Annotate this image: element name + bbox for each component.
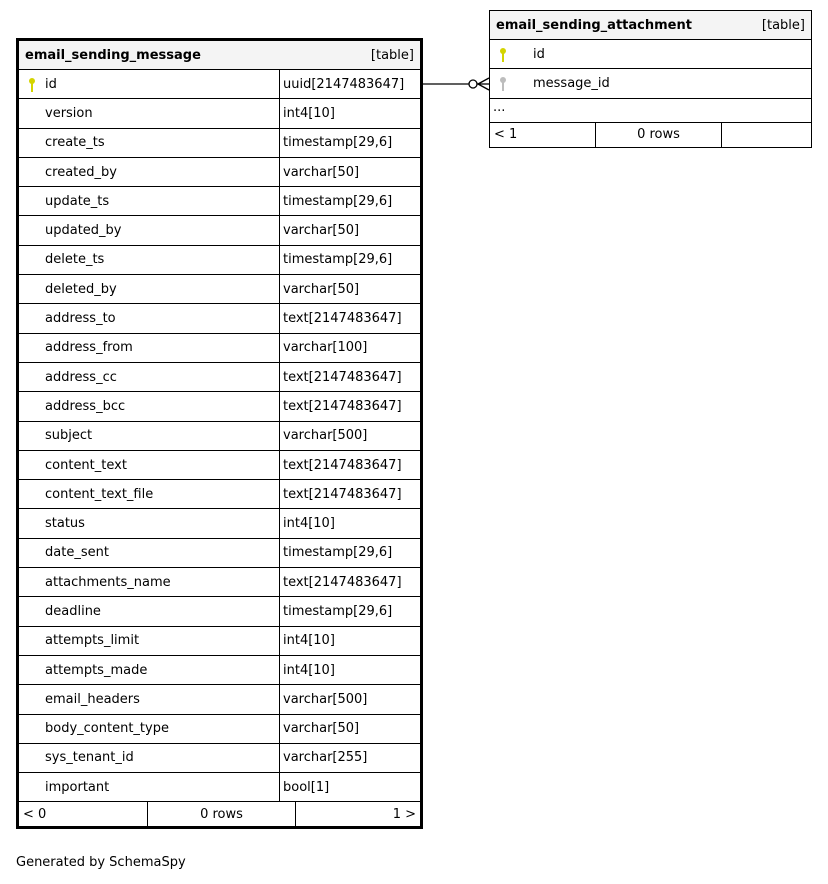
column-row[interactable] — [490, 69, 811, 98]
column-row[interactable] — [19, 509, 420, 538]
column-name: updated_by — [45, 223, 122, 239]
column-name-cell — [19, 334, 280, 362]
generated-by-label: Generated by SchemaSpy — [16, 855, 186, 870]
column-name-cell — [19, 158, 280, 186]
column-name: created_by — [45, 164, 117, 180]
column-row[interactable] — [19, 99, 420, 128]
column-type: timestamp[29,6] — [283, 252, 393, 268]
column-type: varchar[100] — [283, 340, 368, 356]
table-email-sending-message[interactable] — [16, 38, 423, 829]
column-name: important — [45, 779, 110, 795]
column-row[interactable] — [19, 597, 420, 626]
column-row[interactable] — [19, 715, 420, 744]
column-row[interactable] — [19, 216, 420, 245]
column-name: create_ts — [45, 135, 105, 151]
column-name-cell — [490, 69, 811, 97]
table-name: email_sending_message — [25, 47, 201, 63]
column-name-cell — [19, 187, 280, 215]
column-type: varchar[255] — [283, 750, 368, 766]
column-name-cell — [19, 99, 280, 127]
column-name-cell — [19, 275, 280, 303]
column-row[interactable] — [19, 392, 420, 421]
column-type: varchar[50] — [283, 164, 360, 180]
column-type: int4[10] — [283, 633, 335, 649]
column-name-cell — [19, 216, 280, 244]
column-name: subject — [45, 428, 93, 444]
column-name-cell — [19, 480, 280, 508]
column-type: varchar[500] — [283, 428, 368, 444]
column-type: text[2147483647] — [283, 486, 402, 502]
column-row[interactable] — [490, 40, 811, 69]
column-name-cell — [19, 129, 280, 157]
column-row[interactable] — [19, 70, 420, 99]
column-type: int4[10] — [283, 662, 335, 678]
column-row[interactable] — [19, 480, 420, 509]
column-name: email_headers — [45, 691, 140, 707]
table-email-sending-attachment[interactable] — [489, 10, 812, 148]
children-count: 1 > — [392, 806, 416, 822]
column-name-cell — [19, 422, 280, 450]
table-footer — [19, 802, 420, 826]
column-type: varchar[500] — [283, 691, 368, 707]
table-header — [19, 41, 420, 70]
column-type: timestamp[29,6] — [283, 545, 393, 561]
column-type: varchar[50] — [283, 721, 360, 737]
column-name-cell — [19, 656, 280, 684]
column-name: id — [45, 76, 57, 92]
column-name: address_to — [45, 311, 116, 327]
column-name: update_ts — [45, 193, 110, 209]
column-type: timestamp[29,6] — [283, 193, 393, 209]
column-name: sys_tenant_id — [45, 750, 134, 766]
column-name: id — [533, 46, 545, 62]
column-name: delete_ts — [45, 252, 105, 268]
column-name-cell — [19, 392, 280, 420]
table-header — [490, 11, 811, 40]
column-name: content_text — [45, 457, 127, 473]
column-name-cell — [19, 70, 280, 98]
column-row[interactable] — [19, 539, 420, 568]
column-type: timestamp[29,6] — [283, 603, 393, 619]
column-row[interactable] — [19, 744, 420, 773]
children-count — [722, 123, 811, 147]
column-row[interactable] — [19, 275, 420, 304]
column-name: version — [45, 105, 93, 121]
parents-count: < 1 — [490, 123, 596, 147]
column-type: text[2147483647] — [283, 457, 402, 473]
parents-count: < 0 — [19, 802, 148, 826]
column-name-cell — [19, 597, 280, 625]
column-name-cell — [19, 509, 280, 537]
table-kind: [table] — [370, 47, 414, 63]
column-name-cell — [19, 685, 280, 713]
column-name: message_id — [533, 75, 610, 91]
column-row[interactable] — [19, 129, 420, 158]
column-name: address_cc — [45, 369, 117, 385]
foreign-key-icon — [498, 76, 508, 92]
column-name: status — [45, 516, 85, 532]
column-name: deadline — [45, 603, 101, 619]
column-name-cell — [19, 715, 280, 743]
column-row[interactable] — [19, 363, 420, 392]
column-name: attempts_made — [45, 662, 148, 678]
column-name-cell — [19, 744, 280, 772]
row-count: 0 rows — [148, 802, 296, 826]
column-row[interactable] — [19, 656, 420, 685]
column-type: text[2147483647] — [283, 369, 402, 385]
column-row[interactable] — [19, 685, 420, 714]
column-type: text[2147483647] — [283, 311, 402, 327]
column-row[interactable] — [19, 246, 420, 275]
column-name: attempts_limit — [45, 633, 140, 649]
column-name: address_from — [45, 340, 133, 356]
column-row[interactable] — [19, 773, 420, 802]
column-name-cell — [19, 568, 280, 596]
row-count: 0 rows — [596, 123, 722, 147]
column-name: attachments_name — [45, 574, 171, 590]
column-type: int4[10] — [283, 105, 335, 121]
column-name-cell — [19, 773, 280, 801]
column-name-cell — [19, 451, 280, 479]
column-type: int4[10] — [283, 516, 335, 532]
column-type: varchar[50] — [283, 281, 360, 297]
column-name-cell — [19, 627, 280, 655]
table-kind: [table] — [761, 17, 805, 33]
column-name: deleted_by — [45, 281, 117, 297]
primary-key-icon — [27, 77, 37, 93]
column-type: timestamp[29,6] — [283, 135, 393, 151]
column-row[interactable] — [19, 422, 420, 451]
column-name-cell — [19, 304, 280, 332]
column-type: text[2147483647] — [283, 574, 402, 590]
table-footer — [490, 123, 811, 147]
column-name-cell — [19, 363, 280, 391]
column-name: date_sent — [45, 545, 109, 561]
column-type: uuid[2147483647] — [283, 76, 405, 92]
column-type: bool[1] — [283, 779, 330, 795]
column-row[interactable] — [19, 451, 420, 480]
column-row[interactable] — [19, 568, 420, 597]
column-name: body_content_type — [45, 721, 169, 737]
column-row[interactable] — [19, 627, 420, 656]
column-name: content_text_file — [45, 486, 154, 502]
table-name: email_sending_attachment — [496, 17, 692, 33]
more-columns: ... — [490, 99, 811, 123]
column-name-cell — [19, 246, 280, 274]
column-name-cell — [490, 40, 811, 68]
column-row[interactable] — [19, 158, 420, 187]
column-name: address_bcc — [45, 398, 126, 414]
primary-key-icon — [498, 47, 508, 63]
column-row[interactable] — [19, 187, 420, 216]
column-type: varchar[50] — [283, 223, 360, 239]
column-row[interactable] — [19, 304, 420, 333]
column-name-cell — [19, 539, 280, 567]
column-row[interactable] — [19, 334, 420, 363]
column-type: text[2147483647] — [283, 398, 402, 414]
